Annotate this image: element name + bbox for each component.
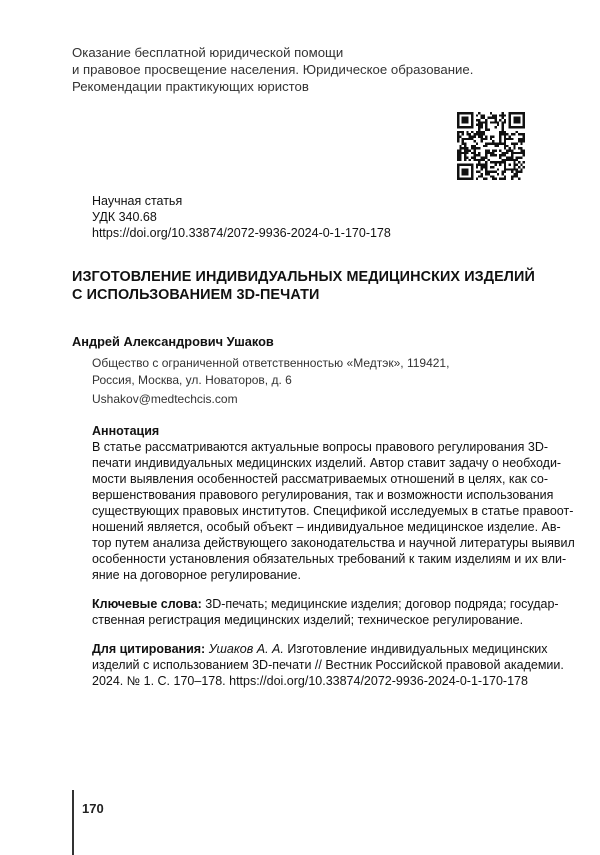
abstract-line: мости выявления особенностей рассматриваемых отношений в целях, как со- <box>92 472 549 486</box>
affiliation-line: Россия, Москва, ул. Новаторов, д. 6 <box>92 372 292 387</box>
abstract-line: печати индивидуальных медицинских изделий. Автор ставит задачу о необходи- <box>92 456 562 470</box>
title-line: С ИСПОЛЬЗОВАНИЕМ 3D-ПЕЧАТИ <box>72 287 320 303</box>
author-name: Андрей Александрович Ушаков <box>72 334 274 349</box>
keywords-text: 3D-печать; медицинские изделия; договор подряда; государ- <box>201 597 559 611</box>
citation <box>92 641 564 689</box>
article-type: Научная статья <box>92 194 183 208</box>
keywords <box>92 596 559 628</box>
article-meta <box>92 193 391 241</box>
udc-code: УДК 340.68 <box>92 210 157 224</box>
abstract-line: существующих правовых институтов. Спецификой исследуемых в статье правоот- <box>92 504 574 518</box>
article-title <box>72 268 552 304</box>
citation-line: изделий с использованием 3D-печати // Вестник Российской правовой академии. <box>92 658 564 672</box>
author-email[interactable]: Ushakov@medtechcis.com <box>92 392 238 406</box>
citation-authors: Ушаков А. А. <box>205 642 284 656</box>
keywords-label: Ключевые слова: <box>92 597 202 611</box>
abstract-line: ношений является, особый объект – индивидуальное медицинское изделие. Ав- <box>92 520 561 534</box>
affiliation-line: Общество с ограниченной ответственностью «Медтэк», 119421, <box>92 356 450 370</box>
abstract-line: особенности установления обязательных требований к таким изделиям и их вли- <box>92 552 567 566</box>
header-line: Оказание бесплатной юридической помощи <box>72 45 344 60</box>
abstract-line: В статье рассматриваются актуальные вопросы правового регулирования 3D- <box>92 440 549 454</box>
page-margin-rule <box>72 790 74 855</box>
journal-section-header <box>72 44 532 95</box>
header-line: и правовое просвещение населения. Юридическое образование. <box>72 62 474 77</box>
author-affiliation <box>92 355 449 388</box>
keywords-line <box>92 596 559 612</box>
abstract-text <box>92 439 575 583</box>
citation-text: Изготовление индивидуальных медицинских <box>283 642 548 656</box>
abstract-line: яние на договорное регулирование. <box>92 568 301 582</box>
doi-link[interactable]: https://doi.org/10.33874/2072-9936-2024-0-1-170-178 <box>92 226 391 240</box>
citation-line: 2024. № 1. С. 170–178. https://doi.org/10.33874/2072-9936-2024-0-1-170-178 <box>92 674 528 688</box>
qr-code-icon <box>457 112 525 180</box>
abstract-heading: Аннотация <box>92 424 160 438</box>
keywords-line: ственная регистрация медицинских изделий; техническое регулирование. <box>92 613 524 627</box>
citation-label: Для цитирования: <box>92 642 206 656</box>
page-number: 170 <box>82 801 104 816</box>
header-line: Рекомендации практикующих юристов <box>72 79 309 94</box>
title-line: ИЗГОТОВЛЕНИЕ ИНДИВИДУАЛЬНЫХ МЕДИЦИНСКИХ ИЗДЕЛИЙ <box>72 269 535 285</box>
abstract-line: тор путем анализа действующего законодательства и научной литературы выявил <box>92 536 575 550</box>
abstract-line: вершенствования правового регулирования, так и возможности использования <box>92 488 554 502</box>
citation-line <box>92 641 548 657</box>
